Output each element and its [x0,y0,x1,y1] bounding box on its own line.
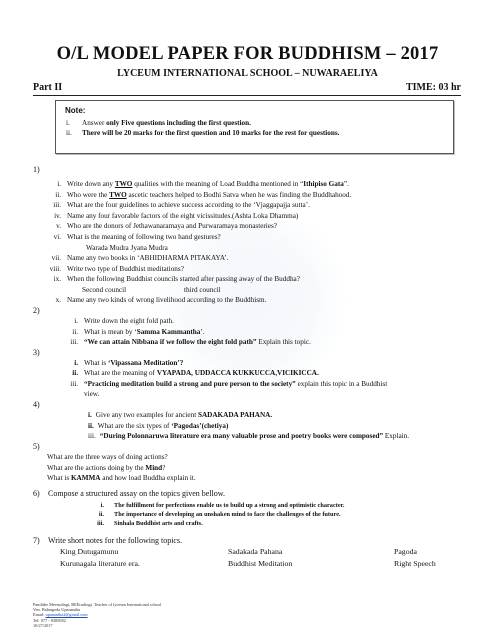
item-text: What is [84,359,108,367]
q3-item [64,369,319,377]
item-text: When the following Buddhist councils started after passing away of the Buddha? [67,275,300,283]
item-number: ii. [98,511,104,518]
q6-intro: Compose a structured assay on the topics given bellow. [48,489,225,498]
note-item-text: Answer [82,119,107,127]
q1-item [47,265,184,273]
q4-item [88,411,272,419]
item-number: i. [74,359,78,367]
q5-line [47,464,165,472]
item-text: Write down the eight fold path. [84,317,174,325]
item-text: Explain this topic. [256,338,311,346]
footer-line: Ven. Balangoda Upanantha [33,607,80,613]
footer-line: Pandithe Meerudingi, BEErudingi. Teacher of lyceum International school [33,602,162,607]
question-5-label: 5) [33,442,40,451]
footer-email-label: Email: [33,612,45,618]
question-7-label: 7) [33,536,40,545]
header-divider [33,95,461,96]
item-text: qualities with the meaning of Load Buddha mentioned in “ [132,180,304,188]
q2-item [64,328,205,336]
item-number: ii. [72,369,78,377]
note-item-bold-text: There will be 20 marks for the first question and 10 marks for the rest for questions. [82,129,340,137]
item-underlined: TWO [109,191,127,199]
item-number: v. [56,222,61,230]
q1-item [47,233,221,241]
footer-email-link[interactable]: upanantha2@gmail.com [45,612,88,618]
note-item-bold-text: only Five questions including the first question. [106,119,251,127]
item-number: iii. [53,201,61,209]
q7-intro: Write short notes for the following topics. [48,536,183,545]
item-number: i. [57,180,61,188]
item-text: Name any four favorable factors of the eight vicissitudes.(Ashta Loka Dhamma) [67,212,299,220]
item-text: and how load Buddha explain it. [100,474,196,482]
q7-cell: Pagoda [394,547,417,556]
item-text: Name any two kinds of wrong livelihood according to the Buddhism. [67,296,267,304]
item-text: What is the meaning of following two hand gestures? [67,233,221,241]
q3-item [64,359,183,367]
q1-subline: third council [184,286,221,294]
item-bold: Sinhala Buddhist arts and crafts. [114,520,203,527]
school-name: LYCEUM INTERNATIONAL SCHOOL – NUWARAELIYA [117,68,378,79]
item-text: What is mean by ‘ [84,328,137,336]
item-number: x. [55,296,61,304]
item-bold: Mind [145,464,163,472]
item-text: Give any two examples for ancient [95,411,198,419]
item-bold: “We can attain Nibbana if we follow the eight fold path” [84,338,257,346]
question-6-label: 6) [33,489,40,498]
item-number: iii. [70,338,78,346]
q7-cell: Right Speech [394,559,436,568]
question-2-label: 2) [33,306,40,315]
q2-item [64,317,174,325]
q1-item [47,254,228,262]
q7-cell: Kurunagala literature era. [60,559,140,568]
item-number: iii. [88,432,96,440]
footer-contact [33,602,161,628]
q1-item [47,275,300,283]
item-number: i. [88,411,92,419]
item-text: ? [162,464,166,472]
note-box [55,100,454,154]
q4-item [88,422,228,430]
q6-item [92,502,344,509]
item-number: viii. [49,265,61,273]
item-underlined: TWO [114,180,133,188]
q3-subline: view. [84,390,100,398]
item-number: i. [100,502,104,509]
q1-item [47,222,277,230]
item-text: ’. [200,328,205,336]
item-number: vii. [51,254,61,262]
footer-line: Tel: 077 - 8385082 [33,617,66,623]
item-text: Who were the [67,191,110,199]
time-label: TIME: 03 hr [406,82,461,93]
item-bold: ‘Pagodas’(chetiya) [171,422,229,430]
note-item-number: ii. [66,129,72,137]
item-number: vi. [53,233,61,241]
q7-cell: Buddhist Meditation [228,559,293,568]
item-bold: SADAKADA PAHANA. [197,411,273,419]
q1-item [47,180,349,188]
item-text: What are the four guidelines to achieve success according to the ‘Vjaggapajja sutta’. [67,201,310,209]
item-text: What are the six types of [97,422,172,430]
q1-item [47,296,266,304]
q1-item [47,201,310,209]
q7-cell: Sadakada Pahana [228,547,283,556]
q5-line [47,474,196,482]
item-text: Explain. [383,432,410,440]
item-bold: VYAPADA, UDDACCA KUKKUCCA,VICIKICCA. [156,369,319,377]
q1-item [47,212,298,220]
question-1-label: 1) [33,165,40,174]
note-item-number: i. [66,119,70,127]
question-3-label: 3) [33,348,40,357]
page-title: O/L MODEL PAPER FOR BUDDHISM – 2017 [56,44,439,64]
q6-item [92,511,341,518]
item-number: ii. [55,191,61,199]
q1-item [47,191,351,199]
item-bold: Samma Kammantha [136,328,201,336]
q6-item [92,520,203,527]
item-text: ascetic teachers helped to Bodhi Satva when he was finding the Buddhahood. [126,191,352,199]
item-text: What are the actions doing by the [47,464,146,472]
q3-item [64,380,387,388]
item-number: iii. [70,380,78,388]
item-bold: “Practicing meditation build a strong and pure person to the society” [84,380,296,388]
item-text: Who are the donors of Jethawanaramaya and Purwaramaya monasteries? [67,222,277,230]
item-bold: ‘Vipassana Meditation’? [107,359,184,367]
item-number: i. [74,317,78,325]
q1-subline: Warada Mudra Jyana Mudra [86,244,168,252]
item-number: iii. [97,520,104,527]
note-item [66,129,339,137]
item-number: ii. [72,328,78,336]
item-text: Write two type of Buddhist meditations? [67,265,184,273]
q5-line: What are the three ways of doing actions? [47,453,168,461]
q2-item [64,338,311,346]
q4-item [88,432,409,440]
item-text: What is [47,474,71,482]
note-item [66,119,251,127]
item-bold: The importance of developing an unshaken mind to face the challenges of the future. [114,511,341,518]
item-text: explain this topic in a Buddhist [295,380,388,388]
part-label: Part II [33,82,63,93]
question-4-label: 4) [33,400,40,409]
item-number: ix. [53,275,61,283]
item-bold: KAMMA [70,474,101,482]
item-bold: Ithipiso Gata [303,180,344,188]
q7-cell: King Dutugamunu [60,547,119,556]
item-text: What are the meaning of [84,369,157,377]
q1-subline: Second council [82,286,127,294]
item-bold: “During Polonnaruwa literature era many valuable prose and poetry books were composed” [99,432,384,440]
item-text: Write down any [67,180,115,188]
note-title: Note: [65,106,86,115]
item-text: Name any two books in ‘ABHIDHARMA PITAKAYA’. [67,254,229,262]
item-text: ”. [343,180,349,188]
item-number: iv. [54,212,61,220]
footer-line: 10/27/2017 [33,622,53,628]
item-bold: The fulfillment for perfections enable us to build up a strong and optimistic character. [114,502,345,509]
item-number: ii. [88,422,94,430]
